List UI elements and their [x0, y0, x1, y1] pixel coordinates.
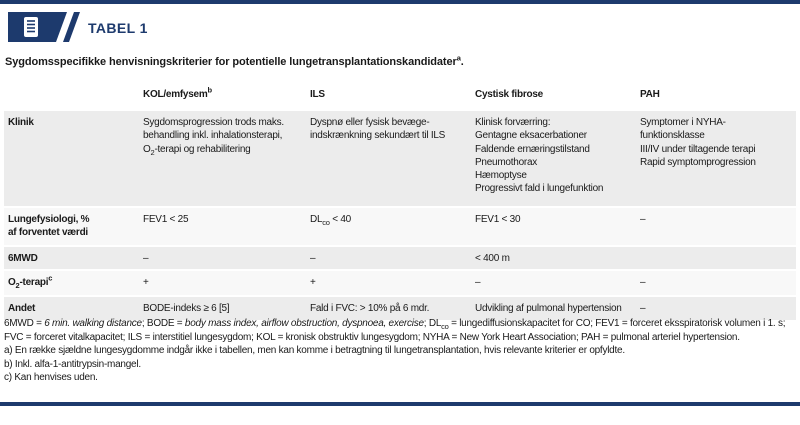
- table-cell: –: [475, 277, 481, 289]
- bottom-divider: [0, 402, 800, 406]
- footnote-b: b) Inkl. alfa-1-antitrypsin-mangel.: [4, 358, 141, 370]
- table-cell: [640, 247, 796, 269]
- row-label: 6MWD: [8, 253, 38, 265]
- table-cell: –: [143, 253, 149, 265]
- table-cell: –: [640, 214, 646, 226]
- document-icon: [20, 16, 42, 38]
- column-header-pah: PAH: [640, 89, 660, 100]
- table-cell: BODE-indeks ≥ 6 [5]: [143, 303, 230, 315]
- table-badge: [8, 12, 98, 42]
- table-cell: Klinisk forværring: Gentagne eksacerbationer Faldende ernæringstilstand Pneumothorax Hæmoptyse Progressivt fald i lungefunktion: [475, 117, 604, 195]
- table-cell: < 400 m: [475, 253, 510, 265]
- table-row-o2-terapi: [4, 271, 796, 295]
- criteria-table: [4, 82, 796, 322]
- row-label: $O_2-terapi^c$: [8, 274, 53, 291]
- table-cell: FEV1 < 25: [143, 214, 189, 226]
- table-tag-label: TABEL 1: [88, 20, 148, 36]
- table-cell: Symptomer i NYHA-funktionsklasse III/IV under tiltagende terapi Rapid symptomprogression: [640, 117, 756, 168]
- table-cell: –: [640, 303, 646, 315]
- footnotes: [4, 317, 796, 385]
- table-cell: –: [310, 253, 316, 265]
- table-row-6mwd: [4, 247, 796, 269]
- table-cell: $DL_{co} < 40$: [310, 214, 351, 228]
- table-row-klinik: [4, 111, 796, 206]
- table-cell: FEV1 < 30: [475, 214, 521, 226]
- table-cell: Udvikling af pulmonal hypertension: [475, 303, 622, 315]
- table-cell: Fald i FVC: > 10% på 6 mdr.: [310, 303, 430, 315]
- table-row-lungefysiologi: [4, 208, 796, 245]
- top-divider: [0, 0, 800, 4]
- table-cell: +: [143, 277, 149, 289]
- row-label: Klinik: [8, 117, 34, 129]
- row-label: Lungefysiologi, % af forventet værdi: [8, 214, 90, 239]
- footnote-a: a) En række sjældne lungesygdomme indgår ikke i tabellen, men kan komme i betragtning til lungetransplantation, hvis relevante kriterier er opfyldte.: [4, 345, 625, 356]
- table-caption: Sygdomsspecifikke henvisningskriterier for potentielle lungetransplantationskandidater$^a$.: [5, 53, 464, 68]
- table-cell: +: [310, 277, 316, 289]
- footnote-c: c) Kan henvises uden.: [4, 372, 98, 383]
- footnote-abbreviations-2: FVC = forceret vitalkapacitet; ILS = interstitiel lungesygdom; KOL = kronisk obstruktiv lungesygdom; NYHA = New York Heart Association; PAH = pulmonal arteriel hypertension.: [4, 331, 740, 343]
- row-label: Andet: [8, 303, 36, 315]
- column-header-cystisk-fibrose: Cystisk fibrose: [475, 89, 543, 100]
- table-cell: Sygdomsprogression trods maks. behandling inkl. inhalationsterapi, $O_2$-terapi og rehabilitering: [143, 117, 284, 157]
- column-header-empty: [4, 82, 143, 109]
- column-header-kol: KOL/emfysem$^b$: [143, 85, 212, 100]
- column-header-ils: ILS: [310, 89, 325, 100]
- footnote-abbreviations-1: 6MWD = 6 min. walking distance; BODE = body mass index, airflow obstruction, dyspnoea, exercise; $DL_{co}$ = lungediffusionskapacitet for CO; FEV1 = forceret eksspiratorisk volumen i 1. s;: [4, 318, 786, 331]
- table-cell: –: [640, 277, 646, 289]
- table-cell: Dyspnø eller fysisk bevæge- indskrænkning sekundært til ILS: [310, 117, 446, 142]
- table-header-row: [4, 82, 796, 109]
